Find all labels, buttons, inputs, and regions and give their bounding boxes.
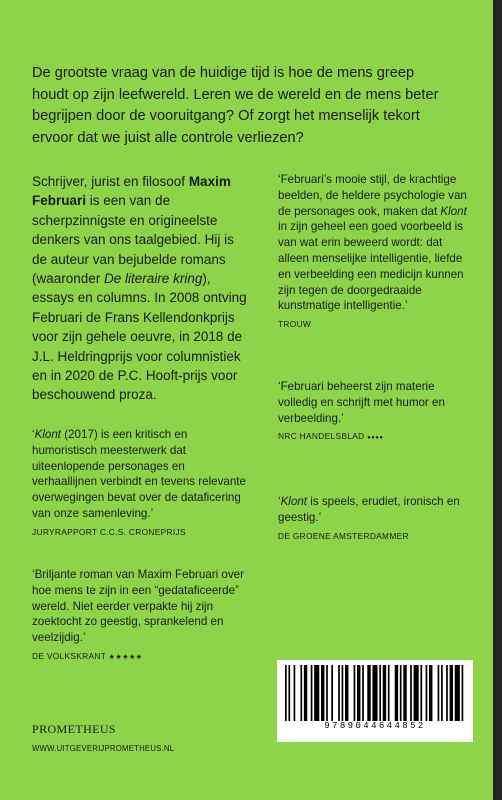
barcode-bar [285,665,287,721]
barcode-bar [429,665,432,721]
book-title: Klont [440,204,467,218]
book-title: De literaire kring [104,271,203,287]
barcode-bar [357,665,360,721]
barcode-bar [326,665,328,721]
quote-text [278,494,468,526]
barcode-bar [462,665,464,721]
barcode-bar [410,665,412,721]
quote-body: ‘Februari’s mooie stijl, de krachtige beelden, de heldere psychologie van de personages ook, maken dat [278,173,467,218]
author-name: Maxim Februari [32,174,231,209]
barcode-bar [438,665,440,721]
source-name: DE VOLKSKRANT [32,650,107,661]
barcode-bar [338,665,340,721]
quote-text: ‘Februari beheerst zijn materie volledig en schrijft met humor en verbeelding.’ [278,380,445,425]
source-name: NRC HANDELSBLAD [278,431,365,442]
barcode-bar [354,665,356,721]
quote-source [32,649,247,666]
review-quote [278,172,468,333]
bio-text: Schrijver, jurist en filosoof [32,174,189,189]
rating-stars: ★★★★★ [108,653,143,661]
quote-mark: ‘ [32,428,35,441]
isbn-barcode [277,660,473,742]
bio-text: ), essays en columns. In 2008 ontving Februari de Frans Kellendonkprijs voor zijn gehele oeuvre, in 2018 de J.L. Heldringprijs voor columnistiek en in 2020 de P.C. Hooft-prijs voor beschouwend proza. [32,271,247,403]
quote-mark: ‘ [278,495,281,508]
quote-source: TROUW [278,319,312,330]
barcode-bar [311,665,313,721]
barcode-bar [446,665,448,721]
barcode-bar [294,665,296,721]
barcode-bar [441,665,443,721]
quote-body: (2017) is een kritisch en humoristisch meesterwerk dat uiteenlopende personages en verhaallijnen verbindt en tevens relevante overwegingen bevat over de dataficering van onze samenleving.’ [32,428,246,520]
publisher-website: WWW.UITGEVERIJPROMETHEUS.NL [32,744,175,753]
barcode-bar [345,665,348,721]
quote-source: DE GROENE AMSTERDAMMER [278,530,409,541]
quote-text: ‘Briljante roman van Maxim Februari over hoe mens te zijn in een “gedataficeerde” wereld. Niet eerder verpakte hij zijn zoektocht zo geestig, sprankelend en veelzijdig.’ [32,568,244,645]
barcode-bar [450,665,453,721]
quote-body: is speels, erudiet, ironisch en geestig.’ [278,495,460,524]
barcode-bar [362,665,364,721]
barcode-bar [300,665,302,721]
review-quote [32,427,247,541]
barcode-icon [285,665,465,721]
review-quote [32,567,247,666]
author-bio [32,172,247,405]
barcode-bar [400,665,402,721]
book-spine-edge [493,0,502,800]
barcode-bar [395,665,398,721]
barcode-bar [331,665,333,721]
rating-dots: ●●●● [367,435,384,442]
review-quote [278,379,468,447]
quote-text [278,172,468,314]
quote-body: in zijn geheel een goed voorbeeld is van wat erin beweerd wordt: dat alleen menselijke intelligentie, liefde en verbeelding een medicijn kunnen zijn tegen de doorgedraaide kunstmatige intelligentie.’ [278,220,464,313]
barcode-bar [304,665,307,721]
barcode-bar [455,665,460,721]
barcode-bar [367,665,370,721]
barcode-bar [420,665,422,721]
review-quote [278,494,468,544]
quote-source [278,429,468,447]
isbn-number: 9789044644852 [324,721,426,731]
intro-paragraph: De grootste vraag van de huidige tijd is hoe de mens greep houdt op zijn leefwereld. Leren we de wereld en de mens beter begrijpen door de vooruitgang? Of zorgt het menselijk tekort ervoor dat we juist alle controle verliezen? [32,65,439,146]
barcode-bar [372,665,377,721]
barcode-bar [388,665,390,721]
quote-source: JURYRAPPORT C.C.S. CRONEPRIJS [32,526,186,537]
barcode-bar [314,665,319,721]
barcode-bar [288,665,290,721]
barcode-bar [426,665,428,721]
barcode-bar [383,665,386,721]
barcode-bar [414,665,419,721]
quote-text [32,427,247,522]
book-title: Klont [280,495,308,508]
book-title: Klont [34,428,62,441]
barcode-bar [379,665,381,721]
barcode-bar [403,665,406,721]
bio-text: is een van de scherpzinnigste en origineelste denkers van ons taalgebied. Hij is de auteur van bejubelde romans (waaronder [32,193,234,287]
barcode-bar [342,665,344,721]
barcode-bar [321,665,324,721]
publisher-logo: PROMETHEUS [32,722,117,736]
